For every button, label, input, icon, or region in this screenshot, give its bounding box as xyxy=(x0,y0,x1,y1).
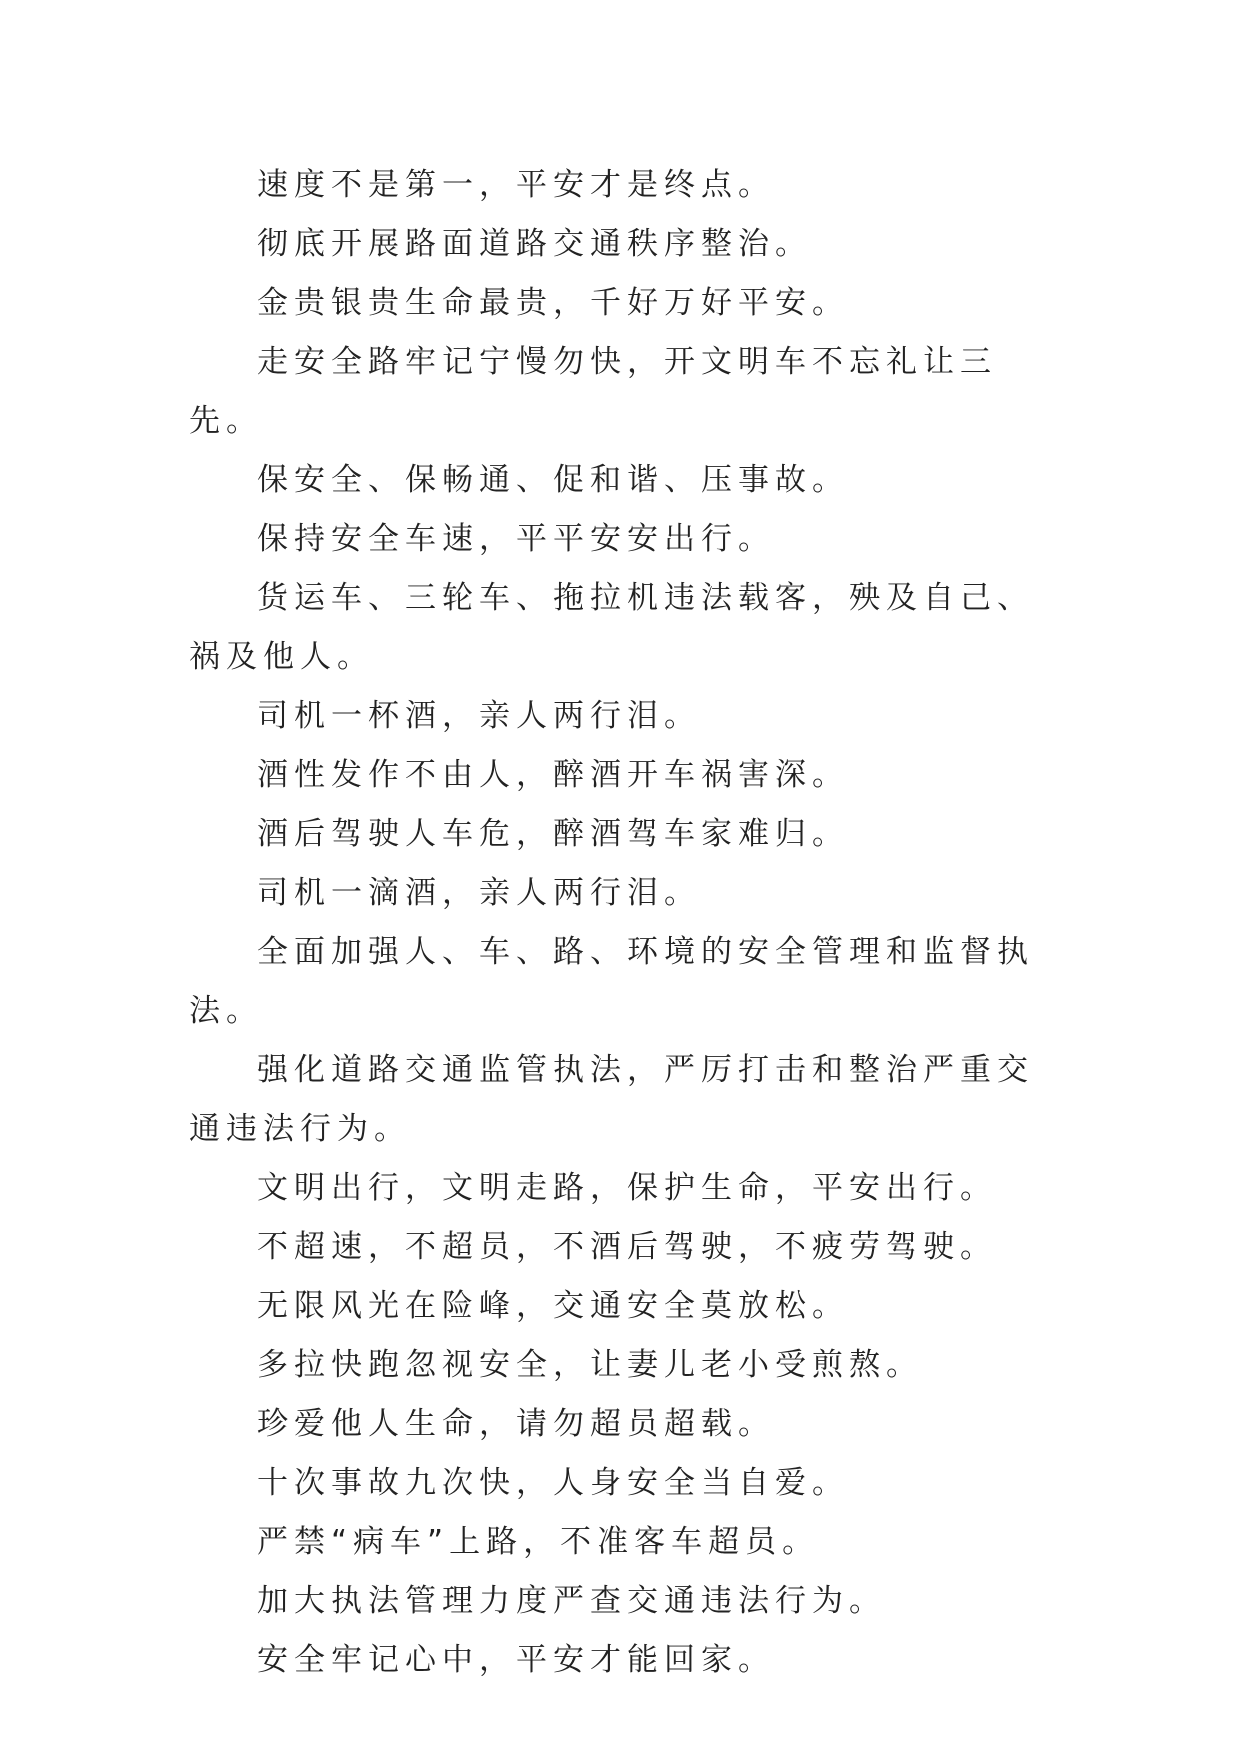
paragraph: 加大执法管理力度严查交通违法行为。 xyxy=(257,1583,886,1619)
paragraph: 珍爱他人生命，请勿超员超载。 xyxy=(257,1406,775,1442)
paragraph: 保安全、保畅通、促和谐、压事故。 xyxy=(257,462,849,498)
paragraph: 多拉快跑忽视安全，让妻儿老小受煎熬。 xyxy=(257,1347,923,1383)
paragraph: 安全牢记心中，平安才能回家。 xyxy=(257,1642,775,1678)
paragraph: 走安全路牢记宁慢勿快，开文明车不忘礼让三先。 xyxy=(189,344,997,439)
paragraph: 金贵银贵生命最贵，千好万好平安。 xyxy=(257,285,849,321)
paragraph: 保持安全车速，平平安安出行。 xyxy=(257,521,775,557)
paragraph: 酒性发作不由人，醉酒开车祸害深。 xyxy=(257,757,849,793)
paragraph: 文明出行，文明走路，保护生命，平安出行。 xyxy=(257,1170,997,1206)
paragraph: 不超速，不超员，不酒后驾驶，不疲劳驾驶。 xyxy=(257,1229,997,1265)
paragraph: 司机一杯酒，亲人两行泪。 xyxy=(257,698,701,734)
paragraph: 全面加强人、车、路、环境的安全管理和监督执法。 xyxy=(189,934,1034,1029)
paragraph: 无限风光在险峰，交通安全莫放松。 xyxy=(257,1288,849,1324)
paragraph: 司机一滴酒，亲人两行泪。 xyxy=(257,875,701,911)
paragraph: 货运车、三轮车、拖拉机违法载客，殃及自己、祸及他人。 xyxy=(189,580,1034,675)
paragraph: 严禁“病车”上路，不准客车超员。 xyxy=(257,1524,820,1560)
paragraph: 酒后驾驶人车危，醉酒驾车家难归。 xyxy=(257,816,849,852)
paragraph: 速度不是第一，平安才是终点。 xyxy=(257,167,775,203)
paragraph: 彻底开展路面道路交通秩序整治。 xyxy=(257,226,812,262)
paragraph: 十次事故九次快，人身安全当自爱。 xyxy=(257,1465,849,1501)
document-body xyxy=(189,156,1059,1690)
paragraph: 强化道路交通监管执法，严厉打击和整治严重交通违法行为。 xyxy=(189,1052,1034,1147)
